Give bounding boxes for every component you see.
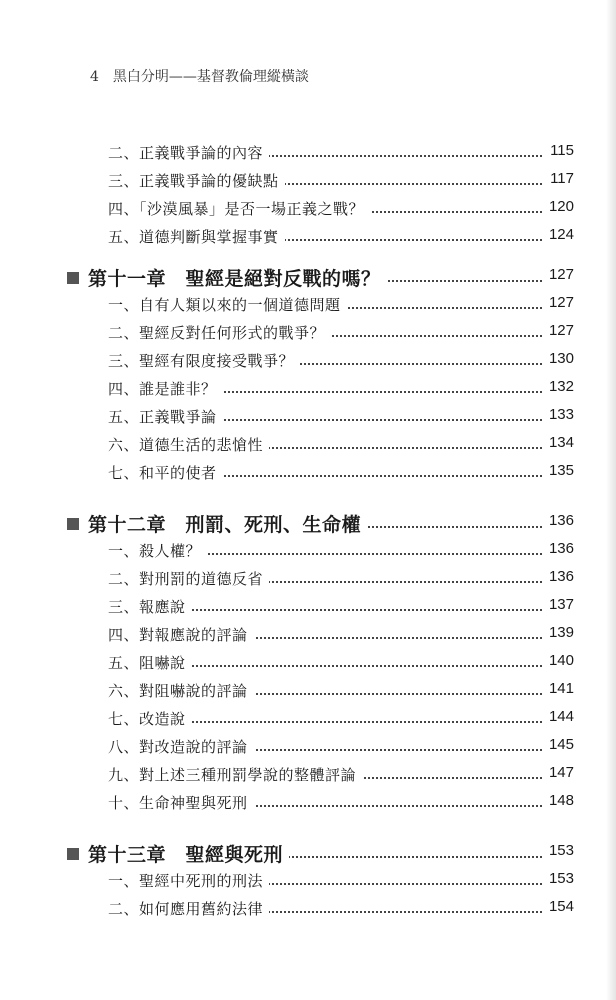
toc-entry-title: 一、自有人類以來的一個道德問題 [108, 294, 347, 315]
toc-page-number: 117 [544, 170, 574, 187]
toc-entry [0, 650, 616, 676]
chapter-square-marker-icon [67, 272, 79, 284]
chapter-square-marker-icon [67, 848, 79, 860]
toc-entry-title: 第十一章 聖經是絕對反戰的嗎？ [88, 264, 387, 291]
page-edge-shadow [606, 0, 616, 1000]
toc-page-number: 127 [543, 266, 574, 283]
toc-entry-title: 十、生命神聖與死刑 [108, 792, 254, 813]
toc-entry [0, 376, 616, 402]
toc-entry-title: 五、道德判斷與掌握事實 [108, 226, 285, 247]
toc-page-number: 153 [543, 842, 574, 859]
toc-entry [0, 224, 616, 250]
toc-chapter-heading [0, 510, 616, 536]
toc-entry [0, 348, 616, 374]
running-header [90, 66, 309, 86]
toc-page-number: 133 [543, 406, 574, 423]
toc-entry [0, 292, 616, 318]
book-title: 黑白分明——基督教倫理縱橫談 [112, 69, 309, 85]
toc-page-number: 148 [543, 792, 574, 809]
toc-page-number: 137 [543, 596, 574, 613]
toc-page-number: 136 [543, 568, 574, 585]
toc-entry [0, 168, 616, 194]
toc-entry-title: 六、道德生活的悲愴性 [108, 434, 269, 455]
toc-entry-title: 二、聖經反對任何形式的戰爭？ [108, 322, 331, 343]
toc-page-number: 120 [543, 198, 574, 215]
toc-entry-title: 七、改造說 [108, 708, 192, 729]
toc-entry [0, 404, 616, 430]
page-number: 4 [90, 69, 99, 85]
toc-entry-title: 三、聖經有限度接受戰爭？ [108, 350, 300, 371]
toc-page-number: 136 [543, 512, 574, 529]
toc-entry [0, 432, 616, 458]
toc-page-number: 115 [544, 142, 574, 159]
toc-page-number: 139 [543, 624, 574, 641]
toc-entry [0, 790, 616, 816]
toc-entry [0, 678, 616, 704]
toc-entry-title: 第十三章 聖經與死刑 [88, 840, 289, 867]
toc-entry [0, 320, 616, 346]
toc-entry-title: 二、對刑罰的道德反省 [108, 568, 269, 589]
toc-entry-title: 八、對改造說的評論 [108, 736, 254, 757]
toc-entry [0, 460, 616, 486]
toc-entry-title: 一、殺人權？ [108, 540, 207, 561]
toc-entry-title: 四、對報應說的評論 [108, 624, 254, 645]
toc-entry [0, 622, 616, 648]
toc-entry-title: 四、誰是誰非？ [108, 378, 223, 399]
toc-entry-title: 五、阻嚇說 [108, 652, 192, 673]
toc-chapter-heading [0, 264, 616, 290]
toc-entry-title: 三、報應說 [108, 596, 192, 617]
toc-entry-title: 九、對上述三種刑罰學說的整體評論 [108, 764, 362, 785]
toc-page-number: 135 [543, 462, 574, 479]
chapter-square-marker-icon [67, 518, 79, 530]
toc-entry-title: 六、對阻嚇說的評論 [108, 680, 254, 701]
toc-page-number: 145 [543, 736, 574, 753]
toc-entry-title: 五、正義戰爭論 [108, 406, 223, 427]
toc-entry [0, 538, 616, 564]
toc-entry-title: 二、正義戰爭論的內容 [108, 142, 269, 163]
toc-page-number: 134 [543, 434, 574, 451]
toc-entry [0, 762, 616, 788]
toc-entry [0, 594, 616, 620]
toc-entry [0, 868, 616, 894]
toc-entry [0, 196, 616, 222]
toc-entry-title: 四、「沙漠風暴」是否一場正義之戰？ [108, 198, 370, 219]
toc-chapter-heading [0, 840, 616, 866]
toc-page-number: 147 [543, 764, 574, 781]
toc-page-number: 141 [543, 680, 574, 697]
toc-page-number: 124 [543, 226, 574, 243]
toc-entry-title: 一、聖經中死刑的刑法 [108, 870, 269, 891]
toc-page-number: 154 [543, 898, 574, 915]
toc-page-number: 132 [543, 378, 574, 395]
toc-entry [0, 140, 616, 166]
toc-entry [0, 566, 616, 592]
toc-page-number: 136 [543, 540, 574, 557]
toc-page-number: 127 [543, 322, 574, 339]
toc-page-number: 140 [543, 652, 574, 669]
toc-entry-title: 二、如何應用舊約法律 [108, 898, 269, 919]
toc-page-number: 144 [543, 708, 574, 725]
toc-entry [0, 896, 616, 922]
toc-page-number: 153 [543, 870, 574, 887]
toc-page-number: 127 [543, 294, 574, 311]
toc-entry [0, 734, 616, 760]
toc-entry-title: 三、正義戰爭論的優缺點 [108, 170, 285, 191]
toc-entry [0, 706, 616, 732]
toc-entry-title: 七、和平的使者 [108, 462, 223, 483]
toc-entry-title: 第十二章 刑罰、死刑、生命權 [88, 510, 367, 537]
toc-page-number: 130 [543, 350, 574, 367]
